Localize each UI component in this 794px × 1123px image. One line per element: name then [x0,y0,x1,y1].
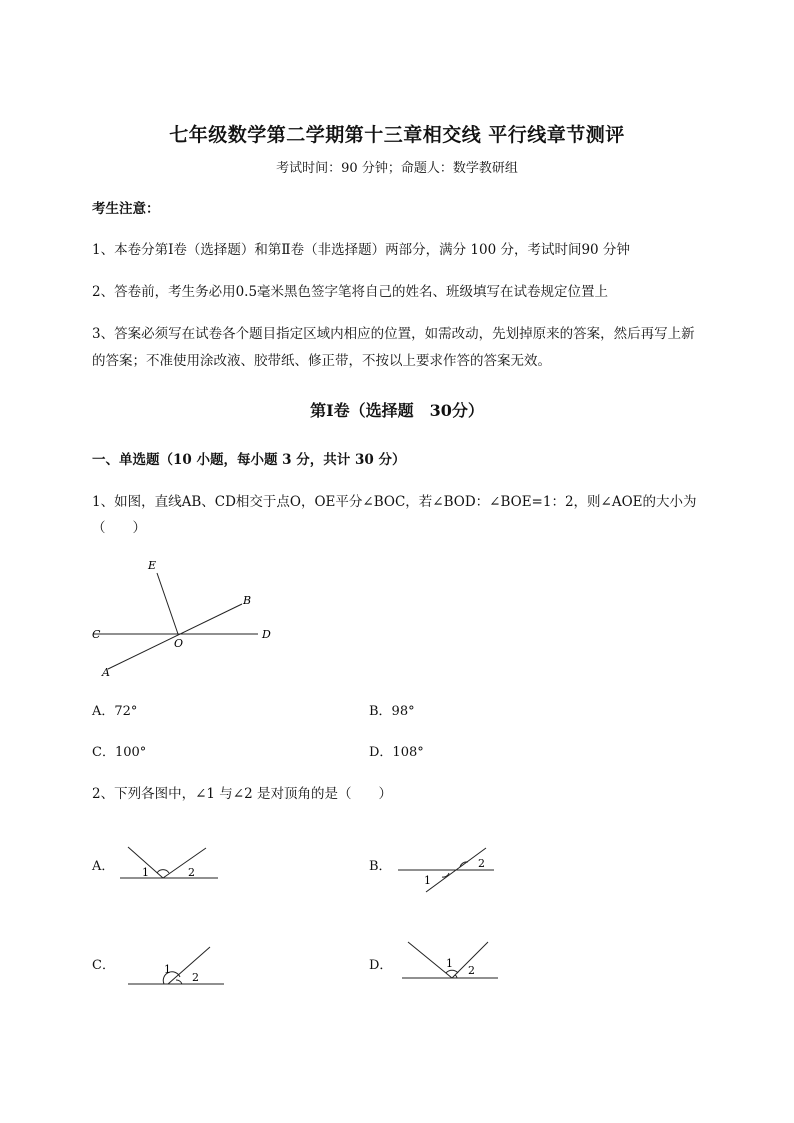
label-d: D [262,628,271,641]
label-a: A [102,666,110,679]
page-title: 七年级数学第二学期第十三章相交线 平行线章节测评 [169,124,625,146]
notice-item-2: 2、答卷前，考生务必用0.5毫米黑色签字笔将自己的姓名、班级填写在试卷规定位置上 [92,284,609,300]
label-o: O [174,637,184,650]
label-b: B [243,594,252,607]
q1-text: 1、如图，直线AB、CD相交于点O，OE平分∠BOC，若∠BOD：∠BOE=1：2，则∠AOE的大小为 [92,494,697,510]
q2d-angle-2: 2 [468,964,475,977]
q2d-angle-1: 1 [446,957,453,970]
label-e: E [148,559,157,572]
q2-option-b-figure[interactable] [396,840,500,896]
notice-item-3: 3、答案必须写在试卷各个题目指定区域内相应的位置，如需改动，先划掉原来的答案，然后再写上新 [92,326,695,342]
q2-option-d-figure[interactable] [400,938,504,984]
q1-option-b[interactable]: B．98° [369,704,415,719]
notice-item-3-cont: 的答案；不准使用涂改液、胶带纸、修正带，不按以上要求作答的答案无效。 [92,353,551,369]
q2c-angle-1: 1 [164,963,171,976]
q2-option-d-label[interactable]: D． [369,958,393,973]
q2-option-a-label[interactable]: A． [92,859,115,874]
q1-option-a[interactable]: A．72° [92,704,138,719]
exam-info: 考试时间：90 分钟；命题人：数学教研组 [276,161,518,176]
q1-option-d[interactable]: D．108° [369,745,424,760]
section-title: 第Ⅰ卷（选择题 30分） [310,401,484,420]
q1-blank: （ ） [92,520,146,536]
part-title: 一、单选题（10 小题，每小题 3 分，共计 30 分） [92,452,406,468]
q2b-angle-2: 2 [478,857,485,870]
ray-oe [157,573,178,634]
q2a-angle-2: 2 [188,866,195,879]
q2-option-c-figure[interactable] [124,944,228,990]
q2-option-c-label[interactable]: C． [92,958,115,973]
q2-option-a-figure[interactable] [118,842,222,884]
q1-option-c[interactable]: C．100° [92,745,147,760]
q2b-angle-1: 1 [424,874,431,887]
q2c-angle-2: 2 [192,971,199,984]
label-c: C [92,628,101,641]
q2a-angle-1: 1 [142,866,149,879]
notice-item-1: 1、本卷分第Ⅰ卷（选择题）和第Ⅱ卷（非选择题）两部分，满分 100 分，考试时间90 分钟 [92,242,630,258]
notice-heading: 考生注意： [92,201,160,217]
q2-option-b-label[interactable]: B． [369,859,392,874]
q1-figure [86,552,286,684]
q2-text: 2、下列各图中，∠1 与∠2 是对顶角的是（ ） [92,786,392,802]
